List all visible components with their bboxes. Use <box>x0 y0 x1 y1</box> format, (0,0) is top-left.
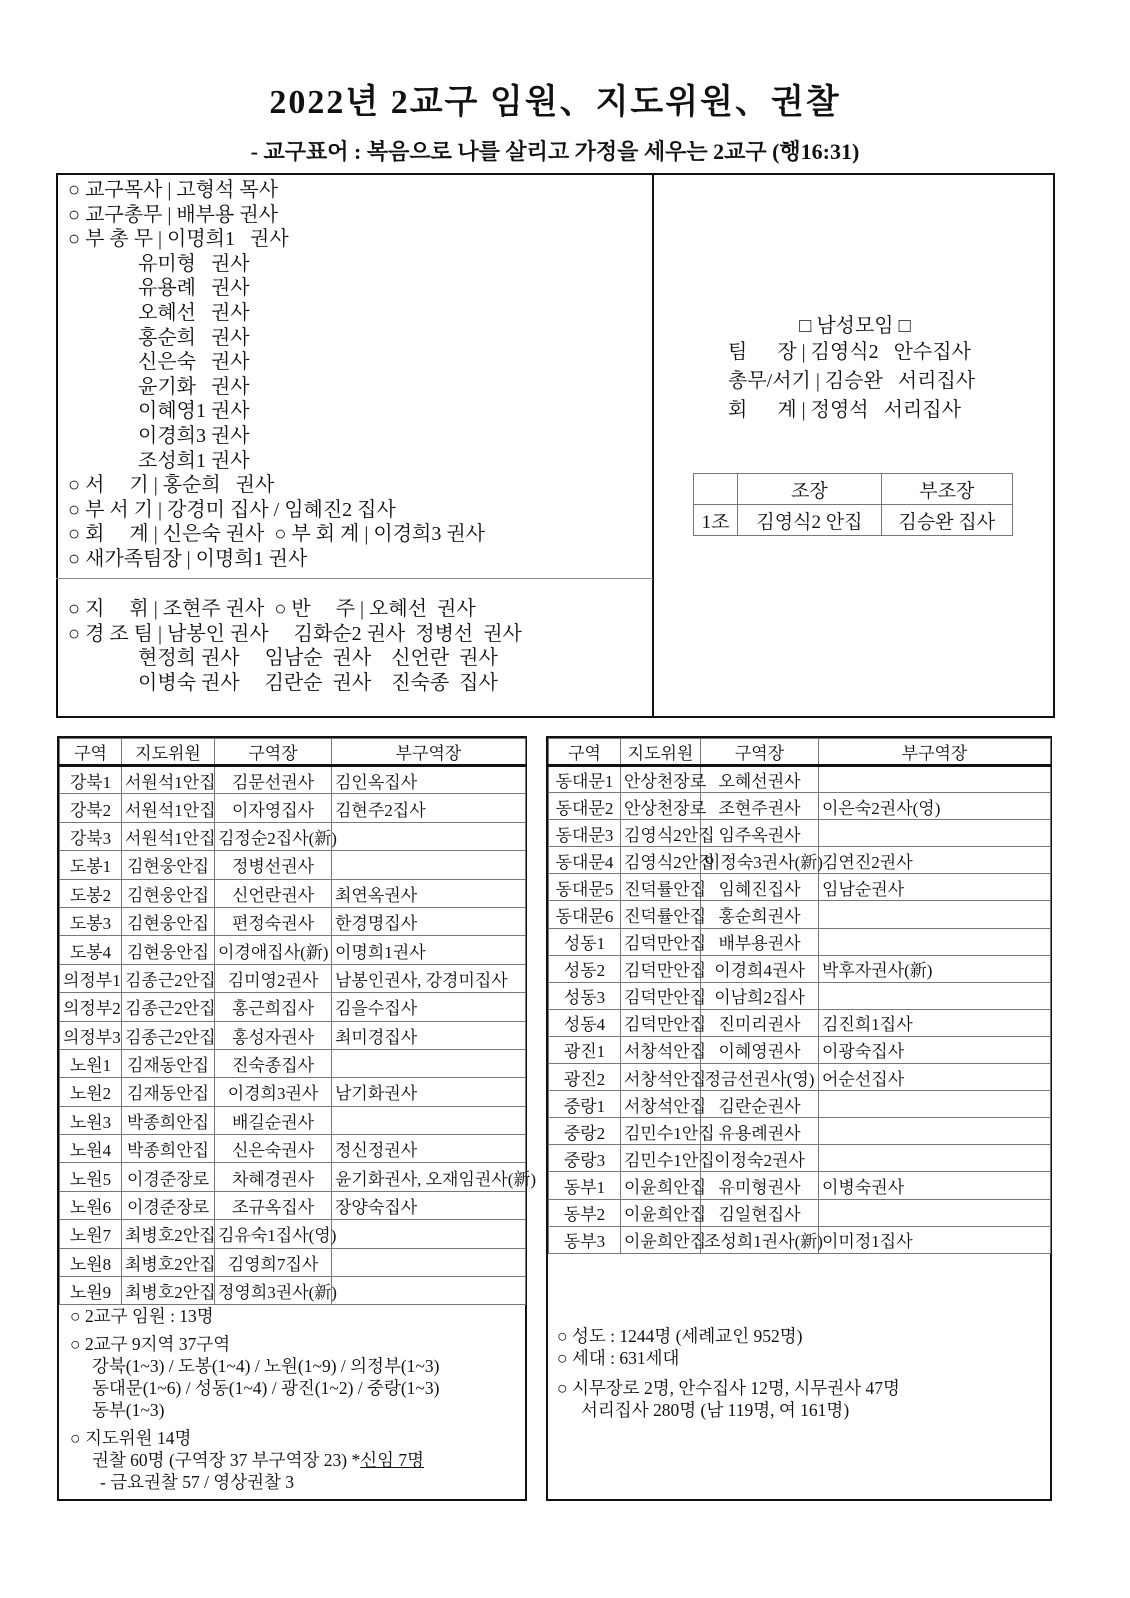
table-cell: 홍성자권사 <box>215 1021 332 1049</box>
table-row <box>549 982 1051 1009</box>
table-cell: 의정부3 <box>60 1021 122 1049</box>
table-cell: 도봉1 <box>60 851 122 879</box>
table-cell: 이윤희안집 <box>621 1172 701 1199</box>
officer-line: 윤기화 권사 <box>68 375 250 398</box>
table-row <box>549 1172 1051 1199</box>
table-row <box>60 936 526 964</box>
officer-line: 이경희3 권사 <box>68 424 250 447</box>
table-row <box>549 901 1051 928</box>
table-cell <box>332 1049 526 1077</box>
note-friday: - 금요권찰 57 / 영상권찰 3 <box>100 1472 295 1492</box>
table-cell: 이경준장로 <box>122 1191 215 1219</box>
table-cell: 이윤희안집 <box>621 1226 701 1253</box>
table-cell: 김영식2안집 <box>621 820 701 847</box>
table-cell: 정병선권사 <box>215 851 332 879</box>
table-cell: 신언란권사 <box>215 879 332 907</box>
men-table-cell: 김영식2 안집 <box>738 505 881 536</box>
table-cell: 김정순2집사(新) <box>215 822 332 850</box>
table-cell: 이윤희안집 <box>621 1199 701 1226</box>
table-cell: 안상천장로 <box>621 793 701 820</box>
table-cell: 이명희1권사 <box>332 936 526 964</box>
table-cell: 노원8 <box>60 1248 122 1276</box>
table-cell <box>332 1220 526 1248</box>
table-cell: 어순선집사 <box>819 1064 1051 1091</box>
table-cell: 최연옥권사 <box>332 879 526 907</box>
officer-line: 신은숙 권사 <box>68 351 250 374</box>
table-cell: 김종근2안집 <box>122 964 215 992</box>
table-cell: 조성희1권사(新) <box>701 1226 819 1253</box>
officer-line: ○ 회 계 | 신은숙 권사 ○ 부 회 계 | 이경희3 권사 <box>68 523 485 546</box>
table-cell: 김덕만안집 <box>621 982 701 1009</box>
table-cell: 최병호2안집 <box>122 1277 215 1305</box>
table-cell: 강북2 <box>60 794 122 822</box>
table-row <box>60 907 526 935</box>
table-cell: 임남순권사 <box>819 874 1051 901</box>
table-cell: 김현웅안집 <box>122 879 215 907</box>
table-header-cell: 지도위원 <box>621 739 701 766</box>
table-cell: 김유숙1집사(영) <box>215 1220 332 1248</box>
table-cell: 김일현집사 <box>701 1199 819 1226</box>
left-notes <box>70 1305 439 1493</box>
table-cell <box>332 1106 526 1134</box>
table-cell: 진덕률안집 <box>621 901 701 928</box>
men-table-cell: 김승완 집사 <box>881 505 1012 536</box>
table-row <box>60 1248 526 1276</box>
officer-line: 이혜영1 권사 <box>68 400 250 423</box>
table-row <box>60 1049 526 1077</box>
table-cell: 노원5 <box>60 1163 122 1191</box>
table-cell: 김영희7집사 <box>215 1248 332 1276</box>
men-table-header <box>694 474 1013 505</box>
table-cell: 김재동안집 <box>122 1078 215 1106</box>
table-cell: 이경준장로 <box>122 1163 215 1191</box>
table-cell: 이정숙2권사 <box>701 1145 819 1172</box>
table-cell <box>332 1277 526 1305</box>
table-cell: 임주옥권사 <box>701 820 819 847</box>
table-cell: 김현주2집사 <box>332 794 526 822</box>
table-cell: 노원3 <box>60 1106 122 1134</box>
table-cell: 서창석안집 <box>621 1036 701 1063</box>
table-cell: 김재동안집 <box>122 1049 215 1077</box>
note-members: ○ 성도 : 1244명 (세례교인 952명) <box>557 1326 803 1346</box>
table-cell: 동부1 <box>549 1172 621 1199</box>
support-team-list <box>68 597 522 695</box>
table-cell: 최병호2안집 <box>122 1248 215 1276</box>
officer-line: 유미형 권사 <box>68 252 250 275</box>
table-cell: 홍근희집사 <box>215 993 332 1021</box>
table-header-cell: 지도위원 <box>122 739 215 766</box>
table-row <box>549 1064 1051 1091</box>
table-cell: 김민수1안집 <box>621 1118 701 1145</box>
table-cell: 이경애집사(新) <box>215 936 332 964</box>
table-cell: 의정부1 <box>60 964 122 992</box>
table-cell: 도봉3 <box>60 907 122 935</box>
table-cell: 강북3 <box>60 822 122 850</box>
table-cell: 노원2 <box>60 1078 122 1106</box>
note-districts-2: 동대문(1~6) / 성동(1~4) / 광진(1~2) / 중랑(1~3) <box>92 1378 440 1398</box>
note-districts: ○ 2교구 9지역 37구역 <box>70 1334 231 1354</box>
table-cell: 서원석1안집 <box>122 794 215 822</box>
table-row <box>60 964 526 992</box>
table-cell: 서원석1안집 <box>122 822 215 850</box>
table-cell: 남기화권사 <box>332 1078 526 1106</box>
table-cell: 이혜영권사 <box>701 1036 819 1063</box>
box-divider-horizontal <box>56 578 653 579</box>
table-cell: 서창석안집 <box>621 1091 701 1118</box>
table-row <box>60 879 526 907</box>
table-row <box>60 851 526 879</box>
table-cell: 김문선권사 <box>215 766 332 794</box>
table-row <box>549 928 1051 955</box>
table-cell <box>819 928 1051 955</box>
table-header-cell: 구역 <box>549 739 621 766</box>
table-cell: 중랑1 <box>549 1091 621 1118</box>
table-cell: 중랑3 <box>549 1145 621 1172</box>
table-row <box>549 766 1051 793</box>
table-row <box>549 820 1051 847</box>
table-row <box>549 1199 1051 1226</box>
table-cell: 성동3 <box>549 982 621 1009</box>
table-cell: 박후자권사(新) <box>819 955 1051 982</box>
table-cell: 성동1 <box>549 928 621 955</box>
table-cell: 김현웅안집 <box>122 936 215 964</box>
table-cell: 진숙종집사 <box>215 1049 332 1077</box>
table-cell: 의정부2 <box>60 993 122 1021</box>
table-cell <box>819 1199 1051 1226</box>
table-row <box>549 793 1051 820</box>
officers-list <box>68 178 485 572</box>
table-cell <box>332 1248 526 1276</box>
table-cell: 장양숙집사 <box>332 1191 526 1219</box>
table-row <box>60 1163 526 1191</box>
table-cell: 김영식2안집 <box>621 847 701 874</box>
table-cell: 김종근2안집 <box>122 993 215 1021</box>
note-leaders <box>70 1449 439 1471</box>
table-cell: 이남희2집사 <box>701 982 819 1009</box>
table-cell: 도봉4 <box>60 936 122 964</box>
table-cell: 이은숙2권사(영) <box>819 793 1051 820</box>
note-districts-1: 강북(1~3) / 도봉(1~4) / 노원(1~9) / 의정부(1~3) <box>92 1356 440 1376</box>
table-header-row <box>60 739 526 766</box>
table-cell: 동대문2 <box>549 793 621 820</box>
table-cell: 김란순권사 <box>701 1091 819 1118</box>
table-row <box>60 993 526 1021</box>
note-households: ○ 세대 : 631세대 <box>557 1348 680 1368</box>
table-cell: 김인옥집사 <box>332 766 526 794</box>
table-cell: 김덕만안집 <box>621 1009 701 1036</box>
table-cell <box>819 1091 1051 1118</box>
table-cell: 이경희3권사 <box>215 1078 332 1106</box>
officer-line: ○ 경 조 팀 | 남봉인 권사 김화순2 권사 정병선 권사 <box>68 622 522 645</box>
table-cell: 편정숙권사 <box>215 907 332 935</box>
table-row <box>60 1135 526 1163</box>
table-cell: 노원9 <box>60 1277 122 1305</box>
left-district-table <box>59 738 537 1305</box>
table-header-cell: 부구역장 <box>332 739 526 766</box>
men-officer-line: 회 계 | 정영석 서리집사 <box>728 399 961 421</box>
table-cell <box>819 901 1051 928</box>
table-cell <box>819 982 1051 1009</box>
note-new-count: 신임 7명 <box>360 1450 425 1470</box>
table-cell: 박종희안집 <box>122 1106 215 1134</box>
officer-line: 조성희1 권사 <box>68 449 250 472</box>
table-cell: 노원6 <box>60 1191 122 1219</box>
table-row <box>549 874 1051 901</box>
table-row <box>60 822 526 850</box>
table-row <box>60 1277 526 1305</box>
officer-line: ○ 지 휘 | 조현주 권사 ○ 반 주 | 오혜선 권사 <box>68 598 476 620</box>
table-cell: 성동2 <box>549 955 621 982</box>
table-cell: 윤기화권사, 오재임권사(新) <box>332 1163 526 1191</box>
men-group-table <box>693 473 1013 536</box>
table-cell <box>819 820 1051 847</box>
table-cell: 서창석안집 <box>621 1064 701 1091</box>
table-cell: 남봉인권사, 강경미집사 <box>332 964 526 992</box>
officer-line: 오혜선 권사 <box>68 301 250 324</box>
table-cell: 김미영2권사 <box>215 964 332 992</box>
officer-line: 홍순희 권사 <box>68 326 250 349</box>
men-table-header-cell: 부조장 <box>881 474 1012 505</box>
table-cell: 박종희안집 <box>122 1135 215 1163</box>
table-row <box>549 847 1051 874</box>
men-group-heading: □ 남성모임 □ <box>799 315 911 337</box>
table-row <box>549 1091 1051 1118</box>
table-cell: 김을수집사 <box>332 993 526 1021</box>
table-cell: 신은숙권사 <box>215 1135 332 1163</box>
table-header-cell: 부구역장 <box>819 739 1051 766</box>
note-officers: ○ 2교구 임원 : 13명 <box>70 1306 214 1326</box>
table-cell: 김덕만안집 <box>621 928 701 955</box>
table-cell: 진덕률안집 <box>621 874 701 901</box>
table-cell: 정신정권사 <box>332 1135 526 1163</box>
table-cell <box>819 1145 1051 1172</box>
table-cell: 성동4 <box>549 1009 621 1036</box>
men-officer-line: 팀 장 | 김영식2 안수집사 <box>728 341 971 363</box>
table-cell: 진미리권사 <box>701 1009 819 1036</box>
table-row <box>549 1036 1051 1063</box>
table-cell: 중랑2 <box>549 1118 621 1145</box>
table-cell: 김진희1집사 <box>819 1009 1051 1036</box>
table-cell: 조현주권사 <box>701 793 819 820</box>
note-staff: ○ 시무장로 2명, 안수집사 12명, 시무권사 47명 <box>557 1378 900 1398</box>
table-header-cell: 구역 <box>60 739 122 766</box>
table-cell: 임혜진집사 <box>701 874 819 901</box>
officer-line: ○ 부 총 무 | 이명희1 권사 <box>68 228 289 251</box>
table-cell: 광진2 <box>549 1064 621 1091</box>
table-row <box>60 1191 526 1219</box>
table-row <box>549 1226 1051 1253</box>
box-divider-vertical <box>652 173 654 718</box>
table-row <box>60 1078 526 1106</box>
table-cell: 최미경집사 <box>332 1021 526 1049</box>
table-row <box>60 1021 526 1049</box>
table-cell <box>819 766 1051 793</box>
table-cell: 노원1 <box>60 1049 122 1077</box>
men-table-header-cell <box>694 474 738 505</box>
table-cell: 유미형권사 <box>701 1172 819 1199</box>
table-cell: 김현웅안집 <box>122 851 215 879</box>
table-cell <box>819 1118 1051 1145</box>
table-cell: 오혜선권사 <box>701 766 819 793</box>
men-table-cell: 1조 <box>694 505 738 536</box>
note-advisors: ○ 지도위원 14명 <box>70 1428 192 1448</box>
table-cell: 유용례권사 <box>701 1118 819 1145</box>
table-cell: 동부2 <box>549 1199 621 1226</box>
officer-line: 이병숙 권사 김란순 권사 진숙종 집사 <box>68 671 498 694</box>
table-cell: 동대문3 <box>549 820 621 847</box>
table-cell: 김덕만안집 <box>621 955 701 982</box>
table-cell: 서원석1안집 <box>122 766 215 794</box>
table-header-row <box>549 739 1051 766</box>
document-subtitle: - 교구표어 : 복음으로 나를 살리고 가정을 세우는 2교구 (행16:31) <box>250 139 860 164</box>
men-table-row <box>694 505 1013 536</box>
table-cell: 정영희3권사(新) <box>215 1277 332 1305</box>
table-header-cell: 구역장 <box>701 739 819 766</box>
table-cell: 조규옥집사 <box>215 1191 332 1219</box>
table-row <box>60 794 526 822</box>
table-cell <box>332 851 526 879</box>
table-row <box>60 1106 526 1134</box>
note-districts-3: 동부(1~3) <box>92 1400 165 1420</box>
table-cell: 동대문4 <box>549 847 621 874</box>
men-officer-line: 총무/서기 | 김승완 서리집사 <box>728 370 976 392</box>
table-cell: 안상천장로 <box>621 766 701 793</box>
officer-line: ○ 교구총무 | 배부용 권사 <box>68 203 278 226</box>
table-cell: 이병숙권사 <box>819 1172 1051 1199</box>
table-cell: 최병호2안집 <box>122 1220 215 1248</box>
table-cell: 배부용권사 <box>701 928 819 955</box>
table-cell: 이미정1집사 <box>819 1226 1051 1253</box>
table-cell: 광진1 <box>549 1036 621 1063</box>
table-row <box>549 1118 1051 1145</box>
table-row <box>549 1009 1051 1036</box>
table-row <box>549 1145 1051 1172</box>
officer-line: ○ 부 서 기 | 강경미 집사 / 임혜진2 집사 <box>68 498 396 521</box>
table-row <box>549 955 1051 982</box>
table-cell: 동대문6 <box>549 901 621 928</box>
table-cell: 이경희4권사 <box>701 955 819 982</box>
right-district-table <box>548 738 1051 1254</box>
table-cell: 동대문1 <box>549 766 621 793</box>
table-cell: 동부3 <box>549 1226 621 1253</box>
note-leaders-count: 권찰 60명 (구역장 37 부구역장 23) * <box>92 1450 361 1470</box>
table-cell: 김종근2안집 <box>122 1021 215 1049</box>
table-cell: 이광숙집사 <box>819 1036 1051 1063</box>
right-notes <box>557 1325 900 1421</box>
officer-line: ○ 새가족팀장 | 이명희1 권사 <box>68 547 308 570</box>
table-cell: 이자영집사 <box>215 794 332 822</box>
table-cell: 김민수1안집 <box>621 1145 701 1172</box>
officer-line: 유용례 권사 <box>68 277 250 300</box>
document-title: 2022년 2교구 임원、지도위원、권찰 <box>269 84 841 121</box>
table-cell: 김연진2권사 <box>819 847 1051 874</box>
officer-line: ○ 교구목사 | 고형석 목사 <box>68 179 278 201</box>
table-cell: 한경명집사 <box>332 907 526 935</box>
table-cell: 정금선권사(영) <box>701 1064 819 1091</box>
table-row <box>60 1220 526 1248</box>
table-cell: 동대문5 <box>549 874 621 901</box>
table-header-cell: 구역장 <box>215 739 332 766</box>
table-cell <box>332 822 526 850</box>
men-group-officers <box>728 338 975 425</box>
table-cell: 도봉2 <box>60 879 122 907</box>
officer-line: ○ 서 기 | 홍순희 권사 <box>68 474 275 497</box>
table-cell: 강북1 <box>60 766 122 794</box>
officer-line: 현정희 권사 임남순 권사 신언란 권사 <box>68 647 498 670</box>
table-cell: 배길순권사 <box>215 1106 332 1134</box>
table-cell: 노원7 <box>60 1220 122 1248</box>
table-cell: 노원4 <box>60 1135 122 1163</box>
table-row <box>60 766 526 794</box>
table-cell: 김현웅안집 <box>122 907 215 935</box>
table-cell: 이정숙3권사(新) <box>701 847 819 874</box>
men-table-header-cell: 조장 <box>738 474 881 505</box>
note-deacons: 서리집사 280명 (남 119명, 여 161명) <box>581 1400 850 1420</box>
table-cell: 차혜경권사 <box>215 1163 332 1191</box>
table-cell: 홍순희권사 <box>701 901 819 928</box>
